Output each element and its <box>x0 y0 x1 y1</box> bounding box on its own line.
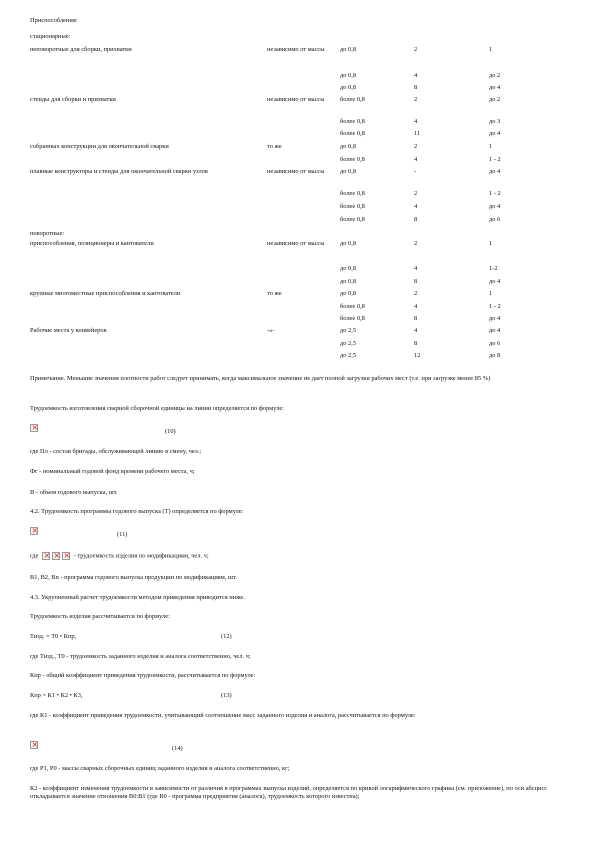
cell-fixture-name: поворотные: <box>30 230 65 237</box>
cell-mass-t: до 0,8 <box>340 143 357 150</box>
equation-number: (13) <box>221 692 232 699</box>
cell-mass-t: до 2,5 <box>340 352 357 359</box>
paragraph: В1, В2, Вn - программа годового выпуска продукции по модификациям, шт. <box>30 574 237 581</box>
cell-fixture-name: приспособления, позиционеры и кантователи <box>30 240 154 247</box>
equation-number: (12) <box>221 633 232 640</box>
equation-number: (10) <box>165 428 176 435</box>
equation-number: (14) <box>172 745 183 752</box>
cell-mass-t: до 0,8 <box>340 290 357 297</box>
paragraph: 4.3. Укрупненный расчет трудоемкости методом приведения приводится ниже. <box>30 594 245 601</box>
paragraph <box>30 552 209 560</box>
where-description: - трудоемкость изделия по модификациям, чел. ч; <box>73 552 209 560</box>
cell-workplaces: 8 <box>414 315 418 322</box>
formula-13: Кпр = К1 • К2 • К3, <box>30 692 83 699</box>
paragraph: где К1 - коэффициент приведения трудоемкости, учитывающий соотношение масс заданного изделия и аналога, рассчитывается по формуле: <box>30 712 416 719</box>
cell-assignment: до 6 <box>489 216 501 223</box>
cell-mass-t: до 0,8 <box>340 278 357 285</box>
cell-workplaces: 4 <box>414 265 418 272</box>
heading-fixtures: Приспособления: <box>30 17 78 24</box>
cell-assignment: до 4 <box>489 84 501 91</box>
cell-mass-condition: то же <box>267 290 282 297</box>
cell-mass-t: до 0,8 <box>340 168 357 175</box>
cell-assignment: до 4 <box>489 203 501 210</box>
broken-image-icon <box>30 741 38 749</box>
cell-fixture-name: неповоротные для сборки, прихватки <box>30 46 132 53</box>
cell-workplaces: 4 <box>414 303 418 310</box>
paragraph: где Р1, Р0 - массы сварных сборочных единиц заданного изделия и аналога соответственно, кг; <box>30 765 290 772</box>
cell-workplaces: 4 <box>414 203 418 210</box>
formula-12: Тизд. = Т0 • Кпр, <box>30 633 77 640</box>
cell-fixture-name: Рабочие места у конвейеров <box>30 327 107 334</box>
cell-mass-t: до 0,8 <box>340 46 357 53</box>
cell-mass-condition: независимо от массы <box>267 168 325 175</box>
cell-assignment: 1 - 2 <box>489 190 501 197</box>
formula-image-10 <box>30 424 38 432</box>
cell-assignment: 1-2 <box>489 265 498 272</box>
formula-inline-images <box>42 552 70 560</box>
paragraph: где Пл - состав бригады, обслуживающей линию в смену, чел.; <box>30 448 202 455</box>
cell-mass-t: более 0,8 <box>340 156 365 163</box>
cell-assignment: до 2 <box>489 72 501 79</box>
cell-workplaces: 12 <box>414 352 421 359</box>
cell-mass-t: более 0,8 <box>340 203 365 210</box>
cell-workplaces: 4 <box>414 118 418 125</box>
cell-workplaces: 4 <box>414 72 418 79</box>
cell-mass-t: до 0,8 <box>340 72 357 79</box>
cell-workplaces: 2 <box>414 190 418 197</box>
cell-workplaces: 4 <box>414 156 418 163</box>
cell-workplaces: 4 <box>414 327 418 334</box>
cell-mass-condition: независимо от массы <box>267 96 325 103</box>
cell-mass-condition: -«- <box>267 327 275 334</box>
paragraph: Кпр - общий коэффициент приведения трудоемкости, рассчитывается по формуле: <box>30 672 256 679</box>
cell-mass-condition: независимо от массы <box>267 240 325 247</box>
broken-image-icon <box>62 552 70 560</box>
cell-mass-t: более 0,8 <box>340 118 365 125</box>
cell-mass-t: до 0,8 <box>340 84 357 91</box>
cell-fixture-name: собранных конструкции для окончательной сварки <box>30 143 169 150</box>
cell-mass-t: до 2,5 <box>340 340 357 347</box>
cell-assignment: 1 <box>489 143 493 150</box>
cell-assignment: 1 <box>489 46 493 53</box>
cell-mass-t: более 0,8 <box>340 130 365 137</box>
cell-mass-t: более 0,8 <box>340 190 365 197</box>
cell-mass-t: до 0,8 <box>340 265 357 272</box>
cell-assignment: 1 - 2 <box>489 156 501 163</box>
paragraph: 4.2. Трудоемкость программы годового выпуска (Т) определяется по формуле: <box>30 508 244 515</box>
cell-mass-t: более 0,8 <box>340 96 365 103</box>
cell-fixture-name: плавные конструкторы и стенды для окончательной сварки узлов <box>30 168 208 175</box>
cell-workplaces: 11 <box>414 130 421 137</box>
cell-workplaces: 2 <box>414 240 418 247</box>
cell-fixture-name: крупные многоместные приспособления и кантователи <box>30 290 181 297</box>
cell-assignment: 1 <box>489 290 493 297</box>
cell-workplaces: 2 <box>414 143 418 150</box>
cell-mass-t: более 0,8 <box>340 216 365 223</box>
paragraph: Трудоемкость изделия рассчитывается по формуле: <box>30 613 170 620</box>
cell-assignment: до 6 <box>489 340 501 347</box>
paragraph: К2 - коэффициент изменения трудоемкости в зависимости от различия в программах выпуска изделий, определяется по кривой логарифмического графика (см. приложение), по оси абсцисс откладывается значение отношения В0:В1 (где В0 - программа предприятия (аналога), трудоемкость которого известна); <box>30 785 548 800</box>
cell-mass-condition: независимо от массы <box>267 46 325 53</box>
cell-workplaces: 8 <box>414 340 418 347</box>
cell-workplaces: 8 <box>414 278 418 285</box>
broken-image-icon <box>52 552 60 560</box>
cell-assignment: до 4 <box>489 130 501 137</box>
heading-stationary: стационарные: <box>30 33 71 40</box>
cell-workplaces: 2 <box>414 96 418 103</box>
cell-workplaces: 2 <box>414 46 418 53</box>
formula-image-14 <box>30 741 38 749</box>
cell-mass-t: более 0,8 <box>340 303 365 310</box>
cell-assignment: до 2 <box>489 96 501 103</box>
cell-assignment: до 4 <box>489 278 501 285</box>
cell-mass-t: более 0,8 <box>340 315 365 322</box>
cell-workplaces: 8 <box>414 84 418 91</box>
formula-image-11 <box>30 527 38 535</box>
cell-assignment: 1 - 2 <box>489 303 501 310</box>
cell-assignment: до 4 <box>489 168 501 175</box>
broken-image-icon <box>30 424 38 432</box>
paragraph: Фг - номинальный годовой фонд времени рабочего места, ч; <box>30 468 195 475</box>
where-label: где <box>30 552 39 560</box>
cell-workplaces: 8 <box>414 216 418 223</box>
broken-image-icon <box>30 527 38 535</box>
cell-mass-condition: то же <box>267 143 282 150</box>
equation-number: (11) <box>117 531 128 538</box>
cell-assignment: до 4 <box>489 315 501 322</box>
cell-mass-t: до 2,5 <box>340 327 357 334</box>
paragraph: где Тизд., Т0 - трудоемкость заданного изделия и аналога соответственно, чел. ч; <box>30 653 251 660</box>
cell-assignment: до 3 <box>489 118 501 125</box>
broken-image-icon <box>42 552 50 560</box>
note-paragraph: Примечание. Меньшие значения плотности работ следует принимать, когда максимальное значение не дает полной загрузки рабочих мест (т.е. при загрузке менее 85 %) <box>30 375 491 382</box>
cell-mass-t: до 0,8 <box>340 240 357 247</box>
paragraph: Трудоемкость изготовления сварной сборочной единицы на линии определяется по формуле: <box>30 405 285 412</box>
cell-workplaces: - <box>414 168 417 175</box>
cell-assignment: 1 <box>489 240 493 247</box>
cell-fixture-name: стенды для сборки и прихватки <box>30 96 116 103</box>
cell-workplaces: 2 <box>414 290 418 297</box>
paragraph: В - объем годового выпуска, шт. <box>30 489 118 496</box>
cell-assignment: до 4 <box>489 327 501 334</box>
cell-assignment: до 8 <box>489 352 501 359</box>
